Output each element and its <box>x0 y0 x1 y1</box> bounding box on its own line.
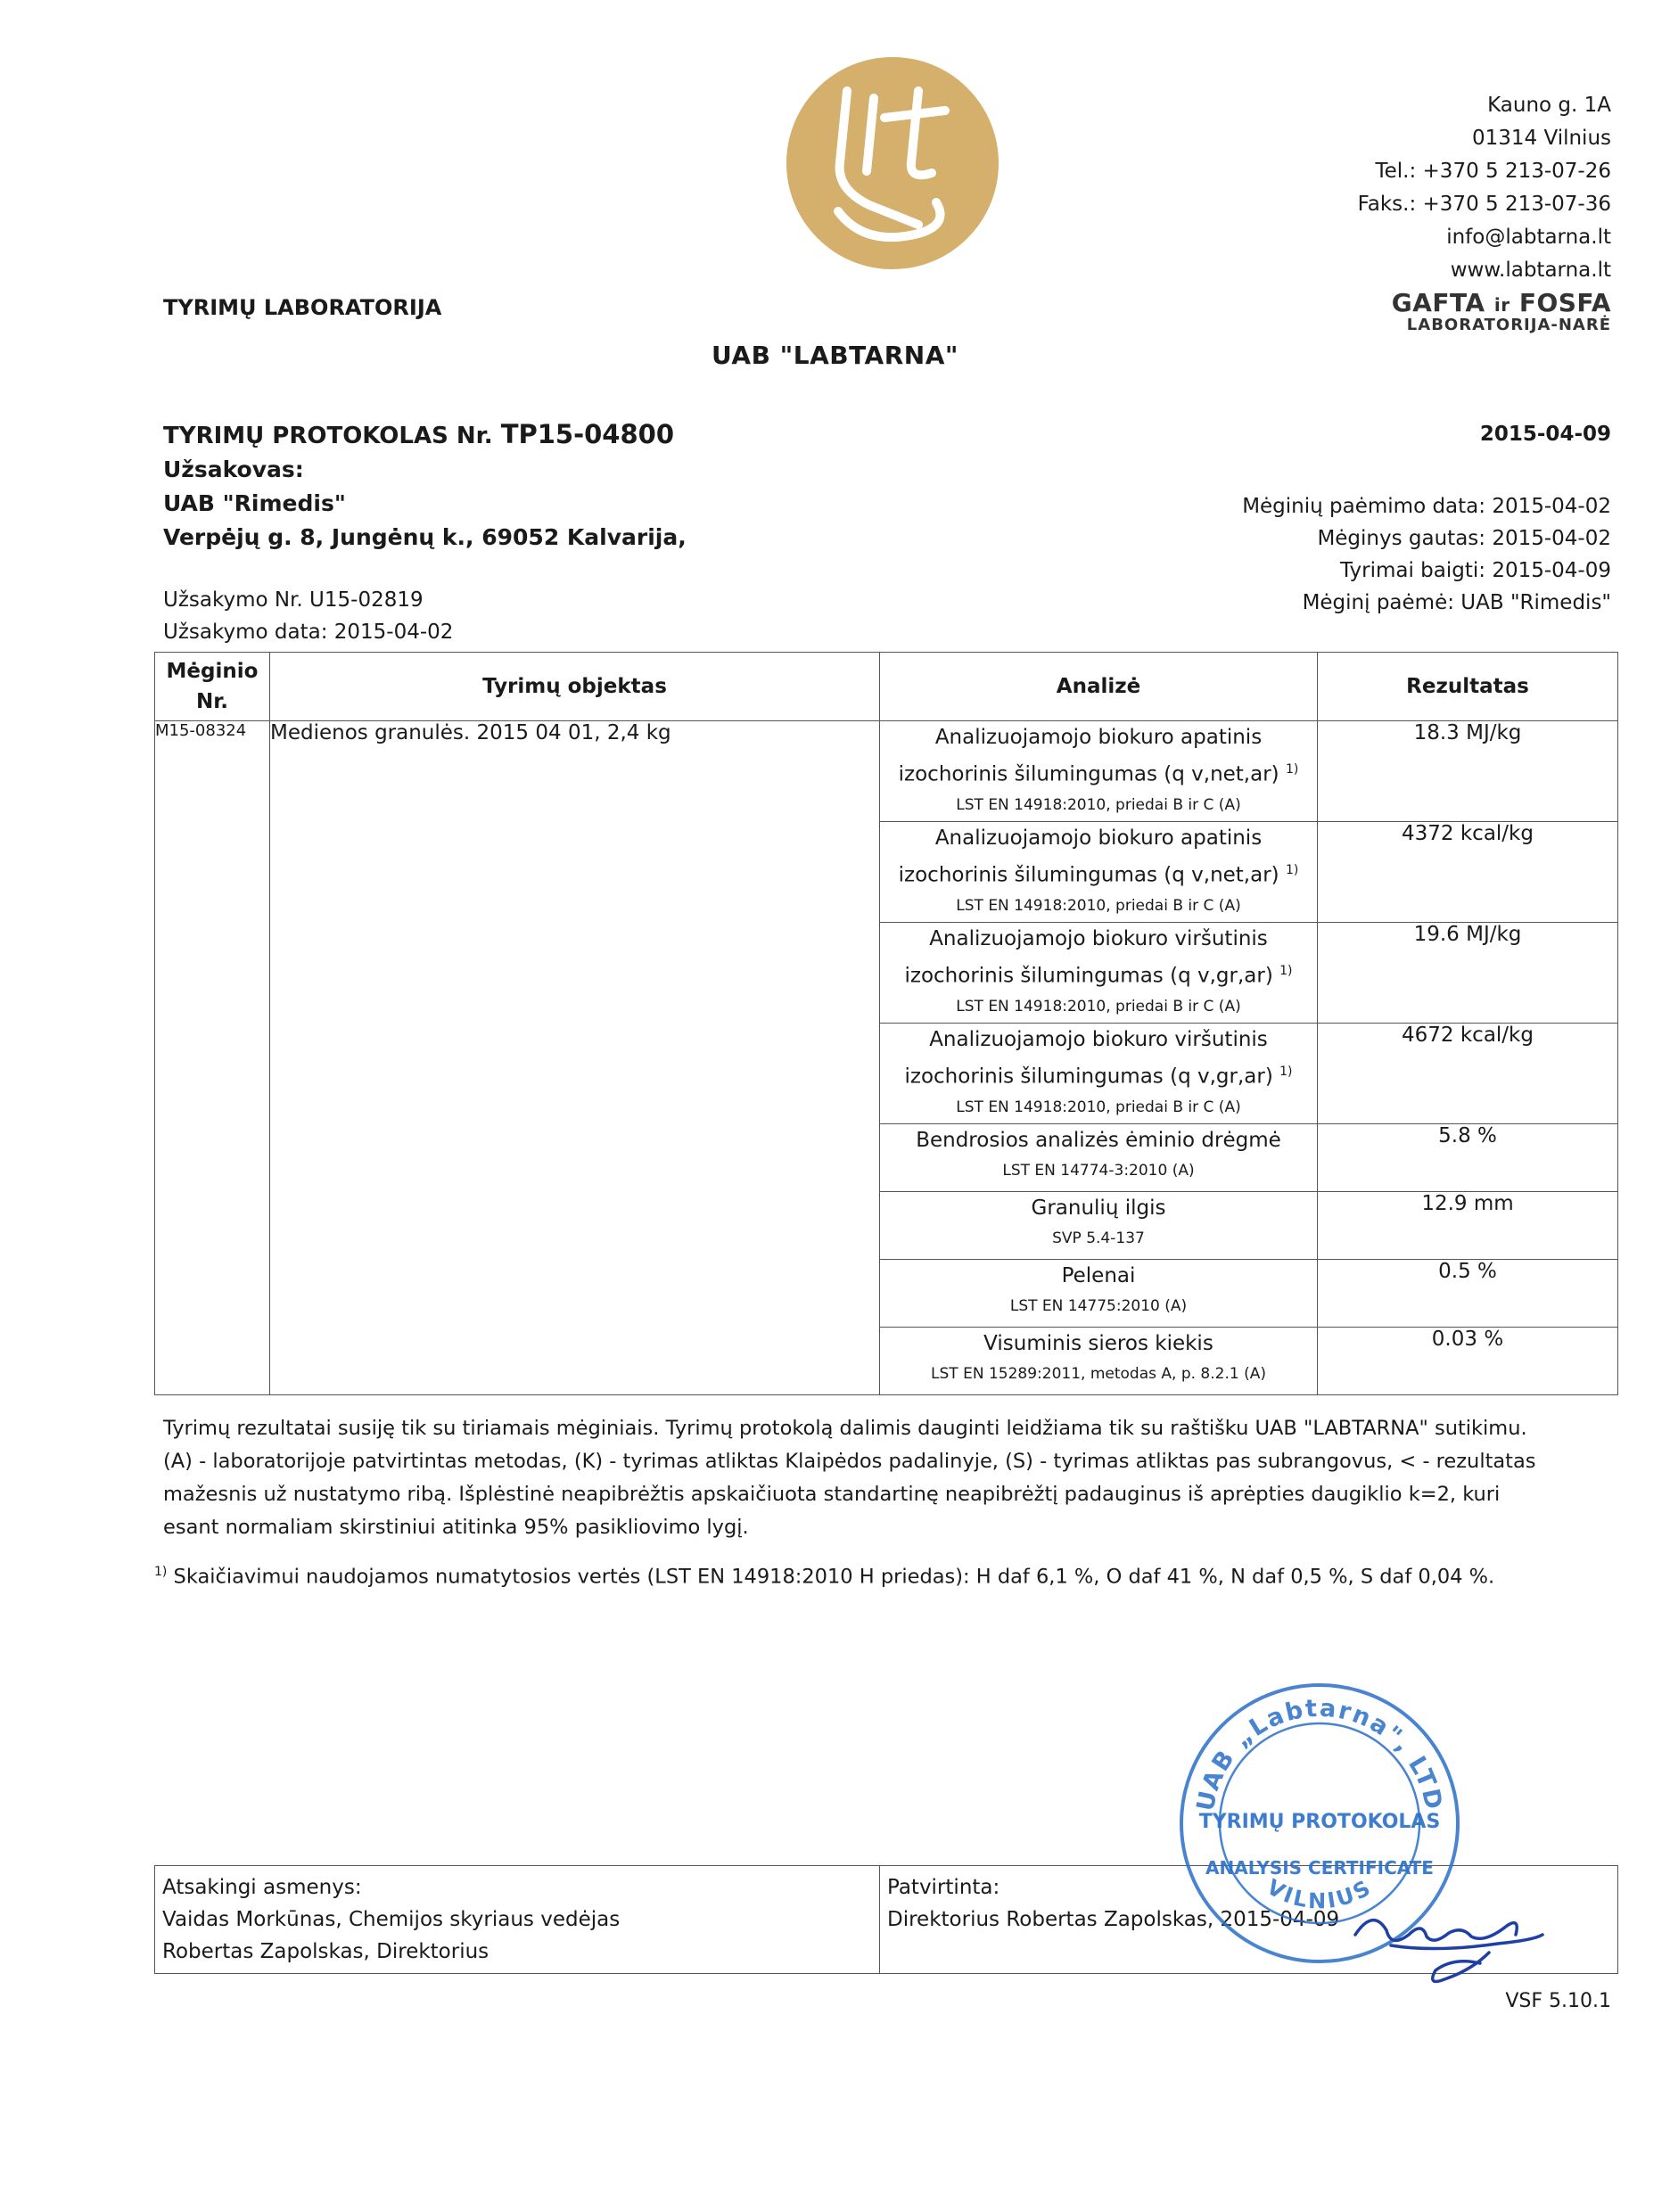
lab-title: TYRIMŲ LABORATORIJA <box>163 295 442 320</box>
gafta-fosfa-title: GAFTA ir FOSFA <box>1391 288 1611 317</box>
footnote: $^{1)}$ Skaičiavimui naudojamos numatytosios vertės (LST EN 14918:2010 H priedas): H daf 6,1 %, O daf 41 %, N daf 0,5 %, S daf 0,04 %. <box>154 1565 1495 1589</box>
approved-by: Direktorius Robertas Zapolskas, 2015-04-09 <box>887 1908 1340 1931</box>
labtarna-logo <box>785 55 1000 271</box>
customer-label: Užsakovas: <box>163 456 304 482</box>
form-code: VSF 5.10.1 <box>1505 1990 1611 2012</box>
customer-address: Verpėjų g. 8, Jungėnų k., 69052 Kalvarija, <box>163 524 687 550</box>
analysis-cell: Visuminis sieros kiekis LST EN 15289:2011, metodas A, p. 8.2.1 (A) <box>880 1328 1318 1395</box>
customer-block <box>163 453 687 555</box>
sample-info-block <box>1242 490 1611 619</box>
object-cell: Medienos granulės. 2015 04 01, 2,4 kg <box>270 721 880 1395</box>
header-analysis: Analizė <box>880 653 1318 721</box>
contact-city: 01314 Vilnius <box>1471 127 1611 150</box>
protocol-title: TYRIMŲ PROTOKOLAS Nr. TP15-04800 <box>163 419 675 449</box>
contact-block <box>1358 89 1611 287</box>
contact-email: info@labtarna.lt <box>1446 226 1611 249</box>
sample-taken-by: Mėginį paėmė: UAB "Rimedis" <box>1302 591 1611 614</box>
header-sample-no: Mėginio Nr. <box>155 653 270 721</box>
result-cell: 18.3 MJ/kg <box>1318 721 1618 822</box>
responsible-cell <box>155 1866 880 1974</box>
note-line: Tyrimų rezultatai susiję tik su tiriamais mėginiais. Tyrimų protokolą dalimis dauginti leidžiama tik su raštišku UAB "LABTARNA" sutikimu. <box>163 1417 1527 1440</box>
header-object: Tyrimų objektas <box>270 653 880 721</box>
order-block <box>163 584 453 648</box>
results-table <box>154 652 1618 1395</box>
handwritten-signature <box>1329 1881 1560 1997</box>
analysis-cell: Analizuojamojo biokuro viršutinis izochorinis šilumingumas (q v,gr,ar) $^{1)}$ LST EN 14918:2010, priedai B ir C (A) <box>880 923 1318 1024</box>
table-row <box>155 721 1618 822</box>
gafta-fosfa-badge <box>1391 288 1611 334</box>
result-cell: 12.9 mm <box>1318 1192 1618 1260</box>
contact-tel: Tel.: +370 5 213-07-26 <box>1375 160 1611 183</box>
analysis-cell: Granulių ilgis SVP 5.4-137 <box>880 1192 1318 1260</box>
customer-name: UAB "Rimedis" <box>163 490 346 516</box>
result-cell: 4672 kcal/kg <box>1318 1024 1618 1124</box>
sample-received-date: Mėginys gautas: 2015-04-02 <box>1317 527 1611 550</box>
order-number: Užsakymo Nr. U15-02819 <box>163 588 424 612</box>
result-cell: 4372 kcal/kg <box>1318 822 1618 923</box>
responsible-person: Robertas Zapolskas, Direktorius <box>162 1940 489 1963</box>
contact-street: Kauno g. 1A <box>1487 94 1611 117</box>
result-cell: 5.8 % <box>1318 1124 1618 1192</box>
result-cell: 19.6 MJ/kg <box>1318 923 1618 1024</box>
company-title: UAB "LABTARNA" <box>712 341 958 370</box>
svg-text:TYRIMŲ PROTOKOLAS: TYRIMŲ PROTOKOLAS <box>1198 1811 1441 1833</box>
result-cell: 0.5 % <box>1318 1260 1618 1328</box>
analysis-cell: Bendrosios analizės ėminio drėgmė LST EN 14774-3:2010 (A) <box>880 1124 1318 1192</box>
note-line: (A) - laboratorijoje patvirtintas metodas, (K) - tyrimas atliktas Klaipėdos padalinyje, (S) - tyrimas atliktas pas subrangovus, < - rezultatas <box>163 1450 1536 1473</box>
analysis-cell: Analizuojamojo biokuro viršutinis izochorinis šilumingumas (q v,gr,ar) $^{1)}$ LST EN 14918:2010, priedai B ir C (A) <box>880 1024 1318 1124</box>
responsible-label: Atsakingi asmenys: <box>162 1876 362 1899</box>
svg-text:VILNIUS: VILNIUS <box>1262 1874 1378 1914</box>
contact-fax: Faks.: +370 5 213-07-36 <box>1357 193 1611 216</box>
sample-id-cell: M15-08324 <box>155 721 270 1395</box>
result-cell: 0.03 % <box>1318 1328 1618 1395</box>
protocol-date: 2015-04-09 <box>1479 423 1611 446</box>
note-line: esant normaliam skirstiniui atitinka 95% pasikliovimo lygį. <box>163 1516 749 1539</box>
table-header-row <box>155 653 1618 721</box>
approved-label: Patvirtinta: <box>887 1876 1000 1899</box>
notes-block <box>163 1412 1590 1544</box>
sample-taken-date: Mėginių paėmimo data: 2015-04-02 <box>1242 495 1611 518</box>
svg-text:UAB „Labtarna", LTD: UAB „Labtarna", LTD <box>1191 1694 1448 1813</box>
responsible-person: Vaidas Morkūnas, Chemijos skyriaus vedėjas <box>162 1908 621 1931</box>
analysis-cell: Analizuojamojo biokuro apatinis izochorinis šilumingumas (q v,net,ar) $^{1)}$ LST EN 14918:2010, priedai B ir C (A) <box>880 721 1318 822</box>
analysis-cell: Pelenai LST EN 14775:2010 (A) <box>880 1260 1318 1328</box>
contact-web: www.labtarna.lt <box>1450 259 1611 282</box>
analysis-cell: Analizuojamojo biokuro apatinis izochorinis šilumingumas (q v,net,ar) $^{1)}$ LST EN 14918:2010, priedai B ir C (A) <box>880 822 1318 923</box>
order-date: Užsakymo data: 2015-04-02 <box>163 621 454 644</box>
svg-text:ANALYSIS CERTIFICATE: ANALYSIS CERTIFICATE <box>1205 1857 1434 1879</box>
gafta-fosfa-subtitle: LABORATORIJA-NARĖ <box>1406 316 1611 334</box>
header-result: Rezultatas <box>1318 653 1618 721</box>
tests-finished-date: Tyrimai baigti: 2015-04-09 <box>1340 559 1611 582</box>
note-line: mažesnis už nustatymo ribą. Išplėstinė neapibrėžtis apskaičiuota standartinę neapibrėžtį padauginus iš aprėpties daugiklio k=2, kuri <box>163 1483 1501 1506</box>
